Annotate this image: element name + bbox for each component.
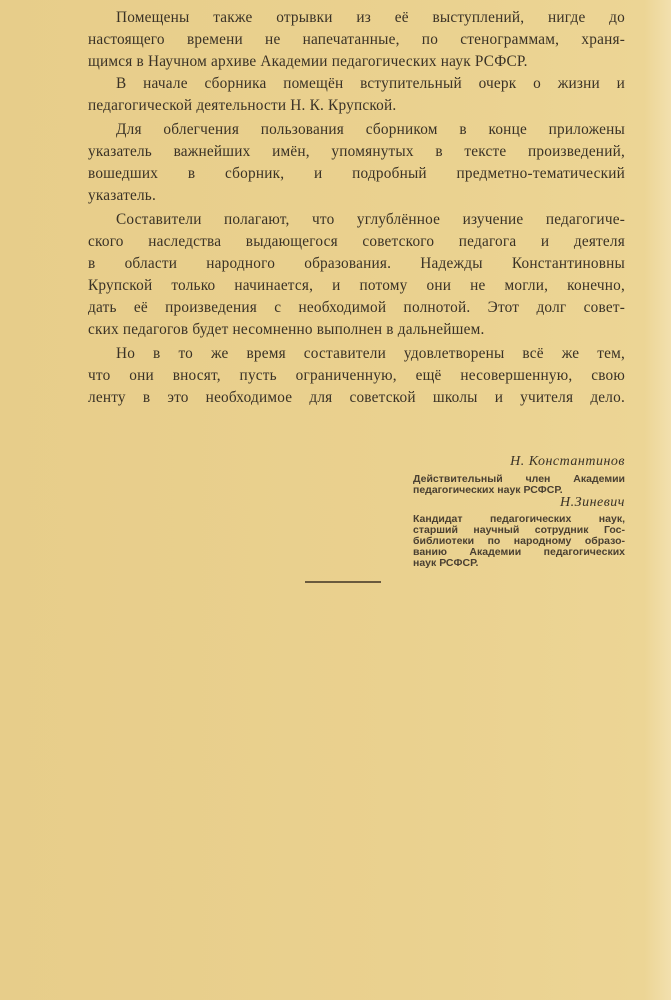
signature-title-line: библиотеки по народному образо- [413, 535, 625, 547]
signature-title-line: ванию Академии педагогических [413, 546, 625, 558]
section-end-rule [305, 581, 381, 583]
text-line: Но в то же время составители удовлетворены всё же тем, [116, 345, 625, 362]
signature-name: Н.Зиневич [560, 495, 625, 510]
text-line: в области народного образования. Надежды Константиновны [88, 255, 625, 272]
text-line: Помещены также отрывки из её выступлений, нигде до [116, 9, 625, 26]
text-line: что они вносят, пусть ограниченную, ещё несовершенную, свою [88, 367, 625, 384]
text-line: вошедших в сборник, и подробный предметно-тематический [88, 165, 625, 182]
text-line: Для облегчения пользования сборником в конце приложены [116, 121, 625, 138]
signature-title-line: старший научный сотрудник Гос- [413, 524, 625, 536]
signature-title-line: Кандидат педагогических наук, [413, 513, 625, 525]
signature-title-line: наук РСФСР. [413, 557, 479, 569]
text-line: настоящего времени не напечатанные, по стенограммам, храня- [88, 31, 625, 48]
text-line: Крупской только начинается, и потому они не могли, конечно, [88, 277, 625, 294]
text-line: ских педагогов будет несомненно выполнен в дальнейшем. [88, 321, 485, 338]
text-line: В начале сборника помещён вступительный очерк о жизни и [116, 75, 625, 92]
text-line: педагогической деятельности Н. К. Крупской. [88, 97, 397, 114]
text-line: Составители полагают, что углублённое изучение педагогиче- [116, 211, 625, 228]
signature-title-line: Действительный член Академии [413, 473, 625, 485]
text-line: щимся в Научном архиве Академии педагогических наук РСФСР. [88, 53, 528, 70]
text-line: ского наследства выдающегося советского педагога и деятеля [88, 233, 625, 250]
text-line: указатель. [88, 187, 156, 204]
signature-title-line: педагогических наук РСФСР. [413, 484, 563, 496]
text-line: дать её произведения с необходимой полнотой. Этот долг совет- [88, 299, 625, 316]
text-line: ленту в это необходимое для советской школы и учителя дело. [88, 389, 625, 406]
text-line: указатель важнейших имён, упомянутых в тексте произведений, [88, 143, 625, 160]
signature-name: Н. Константинов [510, 454, 625, 469]
